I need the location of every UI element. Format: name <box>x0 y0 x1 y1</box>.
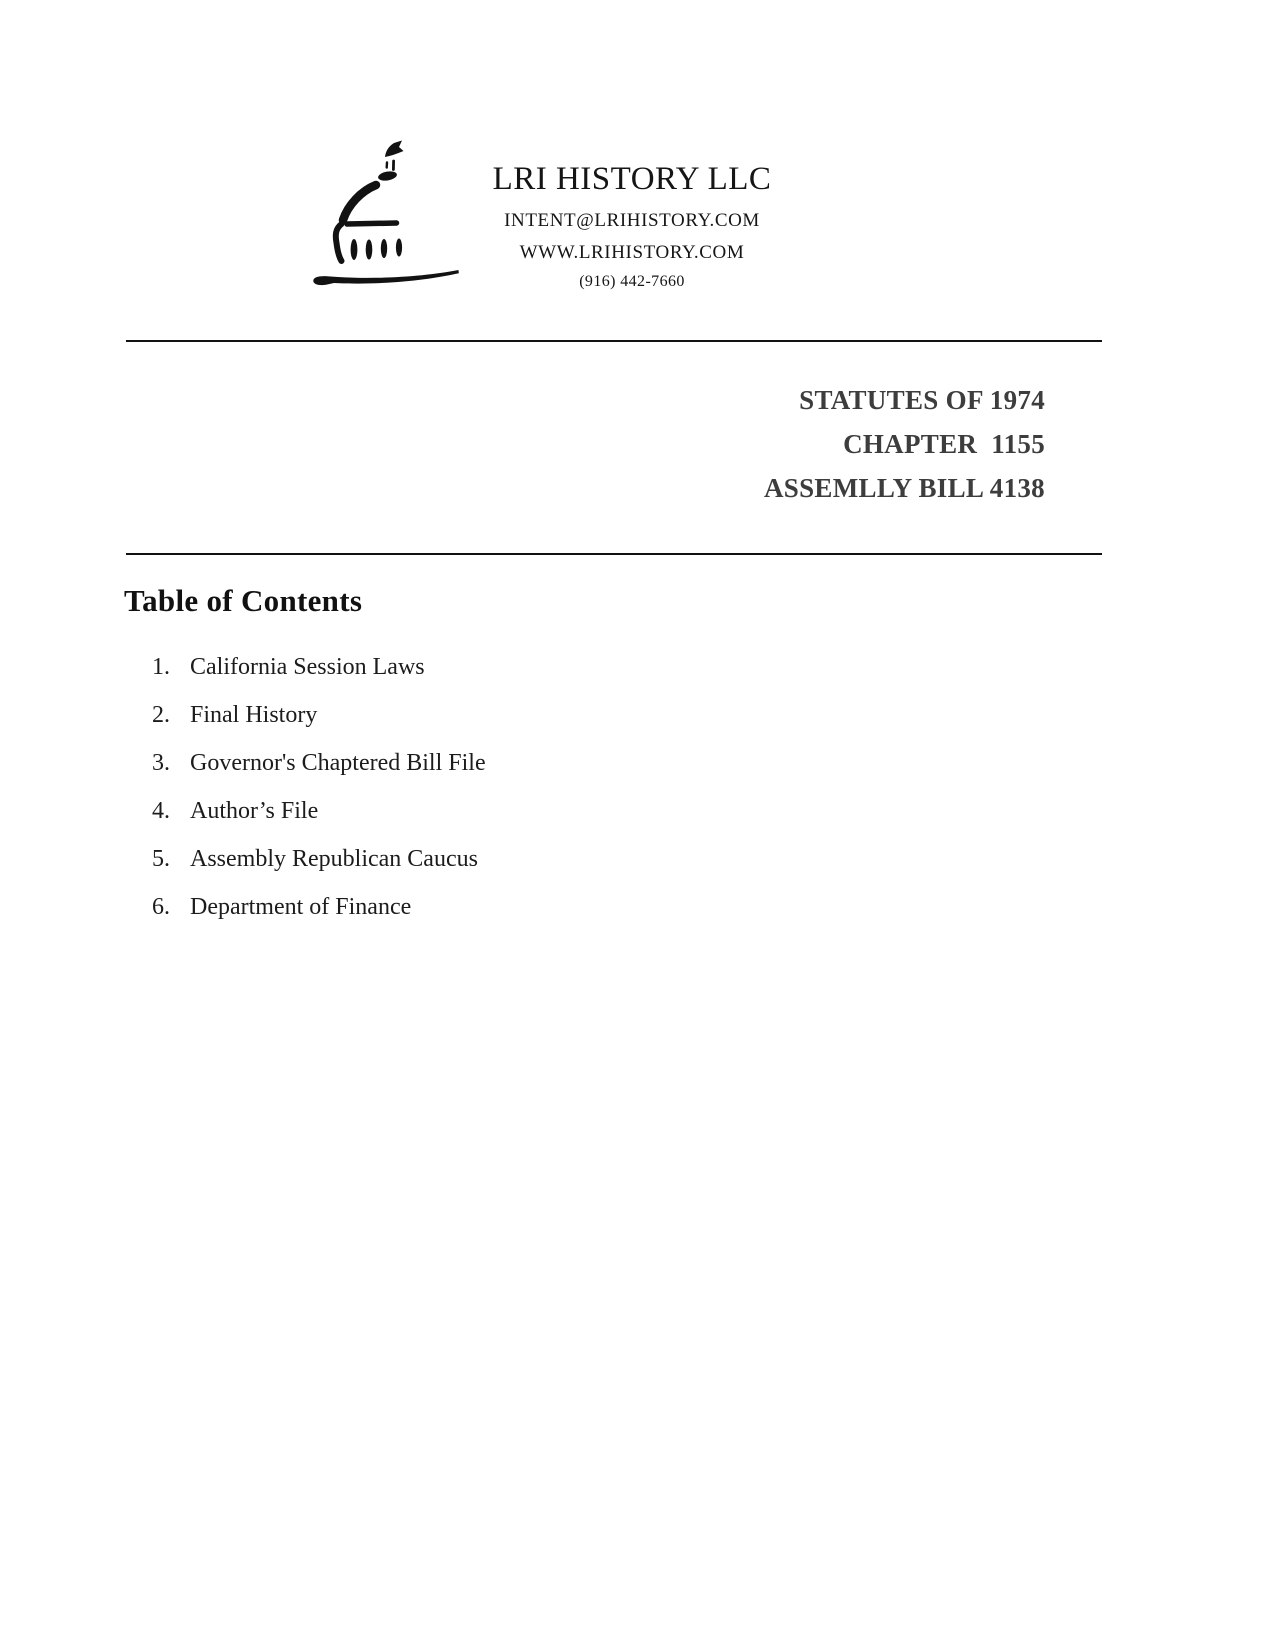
toc-item-number: 2. <box>152 702 170 728</box>
toc-item <box>140 654 486 681</box>
toc-item-number: 3. <box>152 750 170 776</box>
toc-item-label: Final History <box>190 702 318 728</box>
divider-bottom <box>126 553 1102 555</box>
toc-item <box>140 798 486 825</box>
company-name: LRI HISTORY LLC <box>492 161 772 197</box>
toc-item <box>140 894 486 921</box>
toc-item-number: 5. <box>152 846 170 872</box>
toc-item-number: 6. <box>152 894 170 920</box>
toc-item-label: California Session Laws <box>190 654 425 680</box>
toc-list <box>140 654 486 942</box>
toc-item-number: 4. <box>152 798 170 824</box>
toc-item-label: Assembly Republican Caucus <box>190 846 478 872</box>
toc-item <box>140 846 486 873</box>
toc-item <box>140 702 486 729</box>
assembly-bill-line: ASSEMLLY BILL 4138 <box>763 473 1045 503</box>
toc-item-label: Author’s File <box>190 798 319 824</box>
divider-top <box>126 340 1102 342</box>
toc-heading: Table of Contents <box>124 583 363 618</box>
statutes-line: STATUTES OF 1974 <box>799 385 1045 415</box>
letterhead <box>432 158 832 294</box>
toc-item-label: Department of Finance <box>190 894 412 920</box>
toc-item-label: Governor's Chaptered Bill File <box>190 750 486 776</box>
chapter-line: CHAPTER 1155 <box>843 429 1045 459</box>
toc-item-number: 1. <box>152 654 170 680</box>
document-title-block <box>764 378 1045 510</box>
company-phone: (916) 442-7660 <box>579 273 685 290</box>
toc-item <box>140 750 486 777</box>
company-website: WWW.LRIHISTORY.COM <box>519 242 745 263</box>
company-email: INTENT@LRIHISTORY.COM <box>504 210 760 231</box>
